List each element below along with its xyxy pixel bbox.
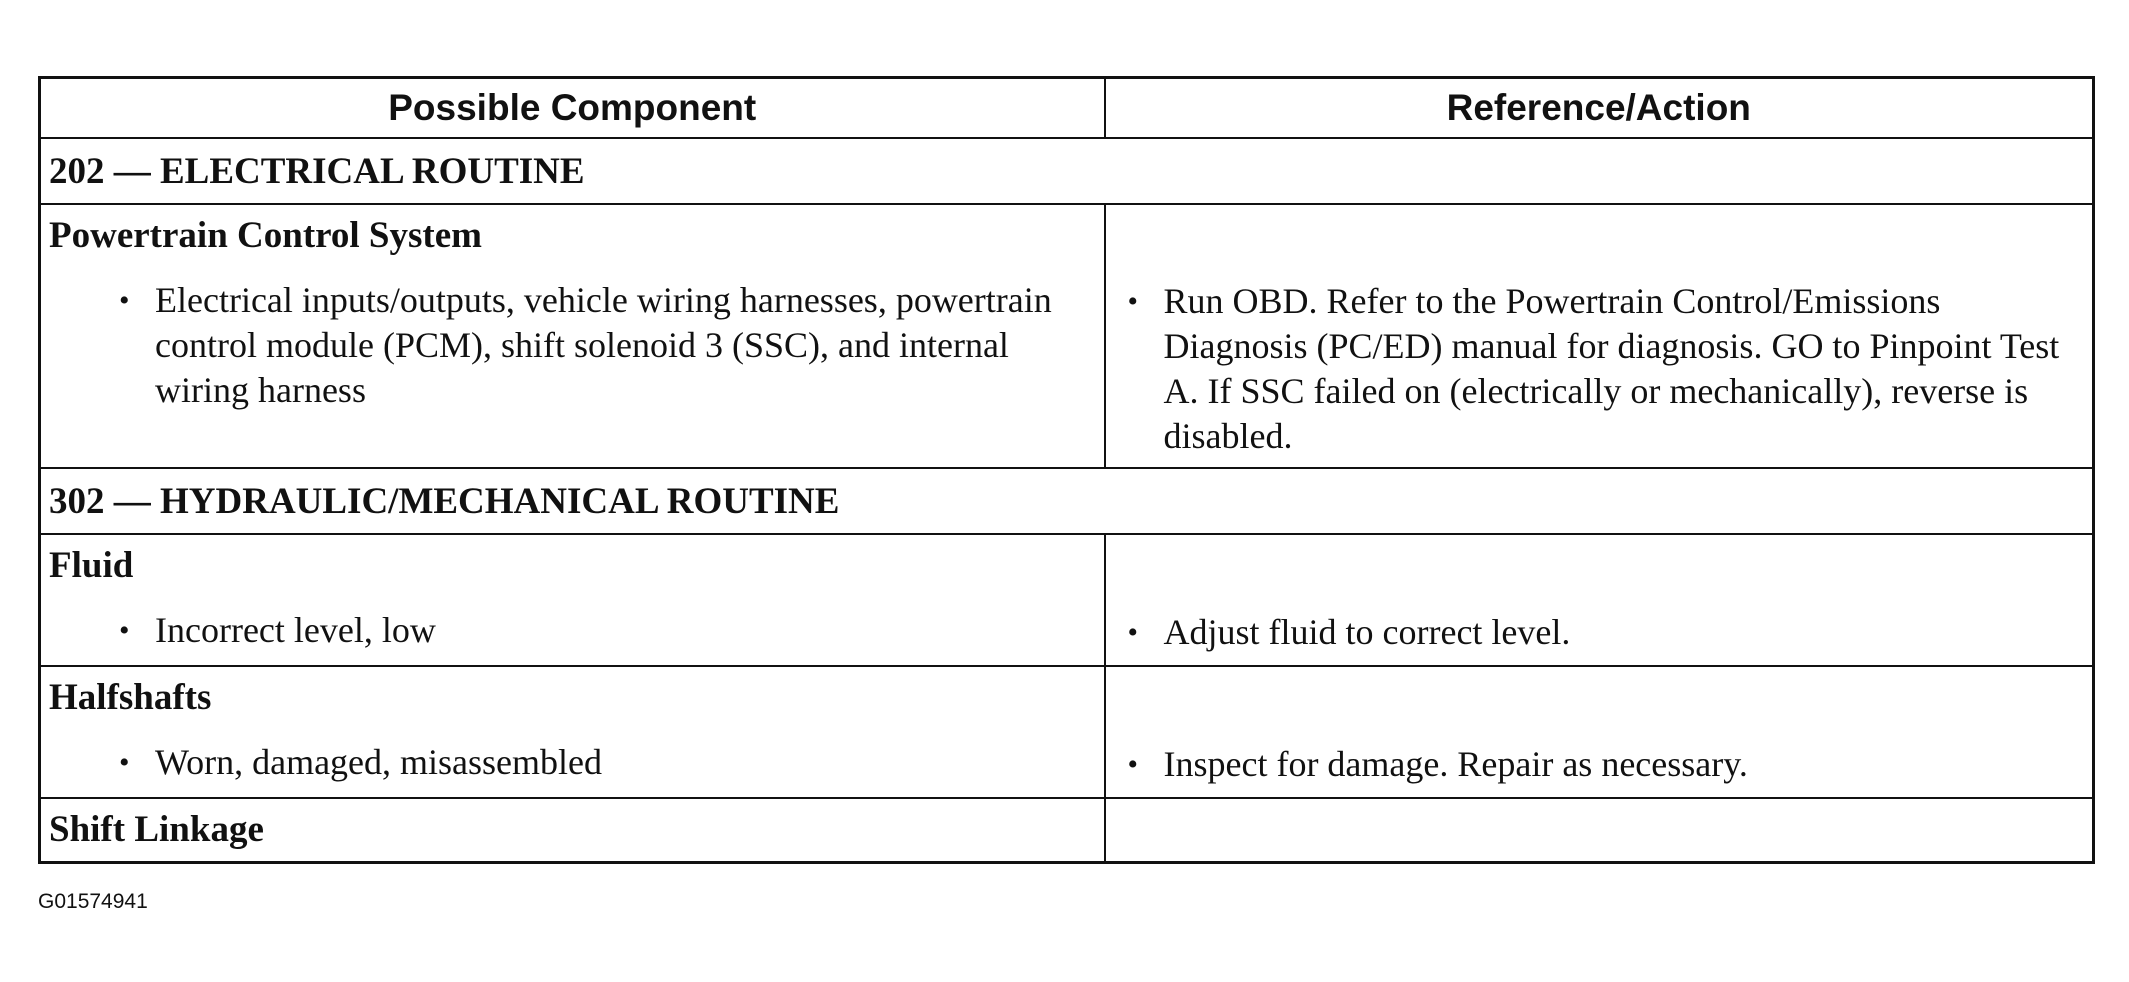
component-cell: [40, 204, 1105, 468]
section-row: [40, 138, 2094, 204]
action-text: Adjust fluid to correct level.: [1163, 612, 1571, 652]
component-cell: [40, 534, 1105, 666]
component-name: Halfshafts: [49, 677, 212, 718]
table-row: [40, 534, 2094, 666]
table-row: [40, 204, 2094, 468]
section-title-hydraulic-mechanical-routine: 302 — HYDRAULIC/MECHANICAL ROUTINE: [40, 468, 2094, 534]
condition-text: Worn, damaged, misassembled: [155, 742, 602, 782]
column-header-reference-action: Reference/Action: [1105, 78, 2094, 139]
component-cell: [40, 666, 1105, 798]
component-cell: [40, 798, 1105, 863]
action-list-item: [1106, 535, 2093, 663]
action-list-item: [1106, 667, 2093, 795]
condition-text: Electrical inputs/outputs, vehicle wiring harnesses, powertrain control module (PCM), shift solenoid 3 (SSC), and internal wiring harness: [155, 280, 1052, 410]
condition-list-item: [41, 588, 1104, 661]
table-row: [40, 666, 2094, 798]
action-list-item: [1106, 205, 2093, 467]
action-cell: [1105, 666, 2094, 798]
condition-list-item: [41, 720, 1104, 793]
table-row: [40, 798, 2094, 863]
action-text: Inspect for damage. Repair as necessary.: [1163, 744, 1748, 784]
bullet-icon: •: [119, 284, 130, 317]
figure-id: G01574941: [38, 890, 148, 913]
column-header-possible-component: Possible Component: [40, 78, 1105, 139]
diagnosis-table: [38, 76, 2095, 864]
bullet-icon: •: [1127, 285, 1139, 318]
component-name: Fluid: [49, 545, 134, 586]
bullet-icon: •: [119, 746, 130, 779]
condition-list-item: [41, 258, 1104, 421]
action-text: Run OBD. Refer to the Powertrain Control/Emissions Diagnosis (PC/ED) manual for diagnosis. GO to Pinpoint Test A. If SSC failed on (electrically or mechanically), reverse is disabled.: [1163, 281, 2060, 456]
condition-text: Incorrect level, low: [155, 610, 436, 650]
action-cell: [1105, 204, 2094, 468]
component-name: Powertrain Control System: [49, 215, 482, 256]
section-row: [40, 468, 2094, 534]
component-name: Shift Linkage: [49, 809, 264, 850]
action-cell: [1105, 534, 2094, 666]
action-cell-empty: [1105, 798, 2094, 863]
section-title-electrical-routine: 202 — ELECTRICAL ROUTINE: [40, 138, 2094, 204]
bullet-icon: •: [1127, 748, 1139, 781]
bullet-icon: •: [119, 614, 130, 647]
bullet-icon: •: [1127, 616, 1139, 649]
header-row: [40, 78, 2094, 139]
